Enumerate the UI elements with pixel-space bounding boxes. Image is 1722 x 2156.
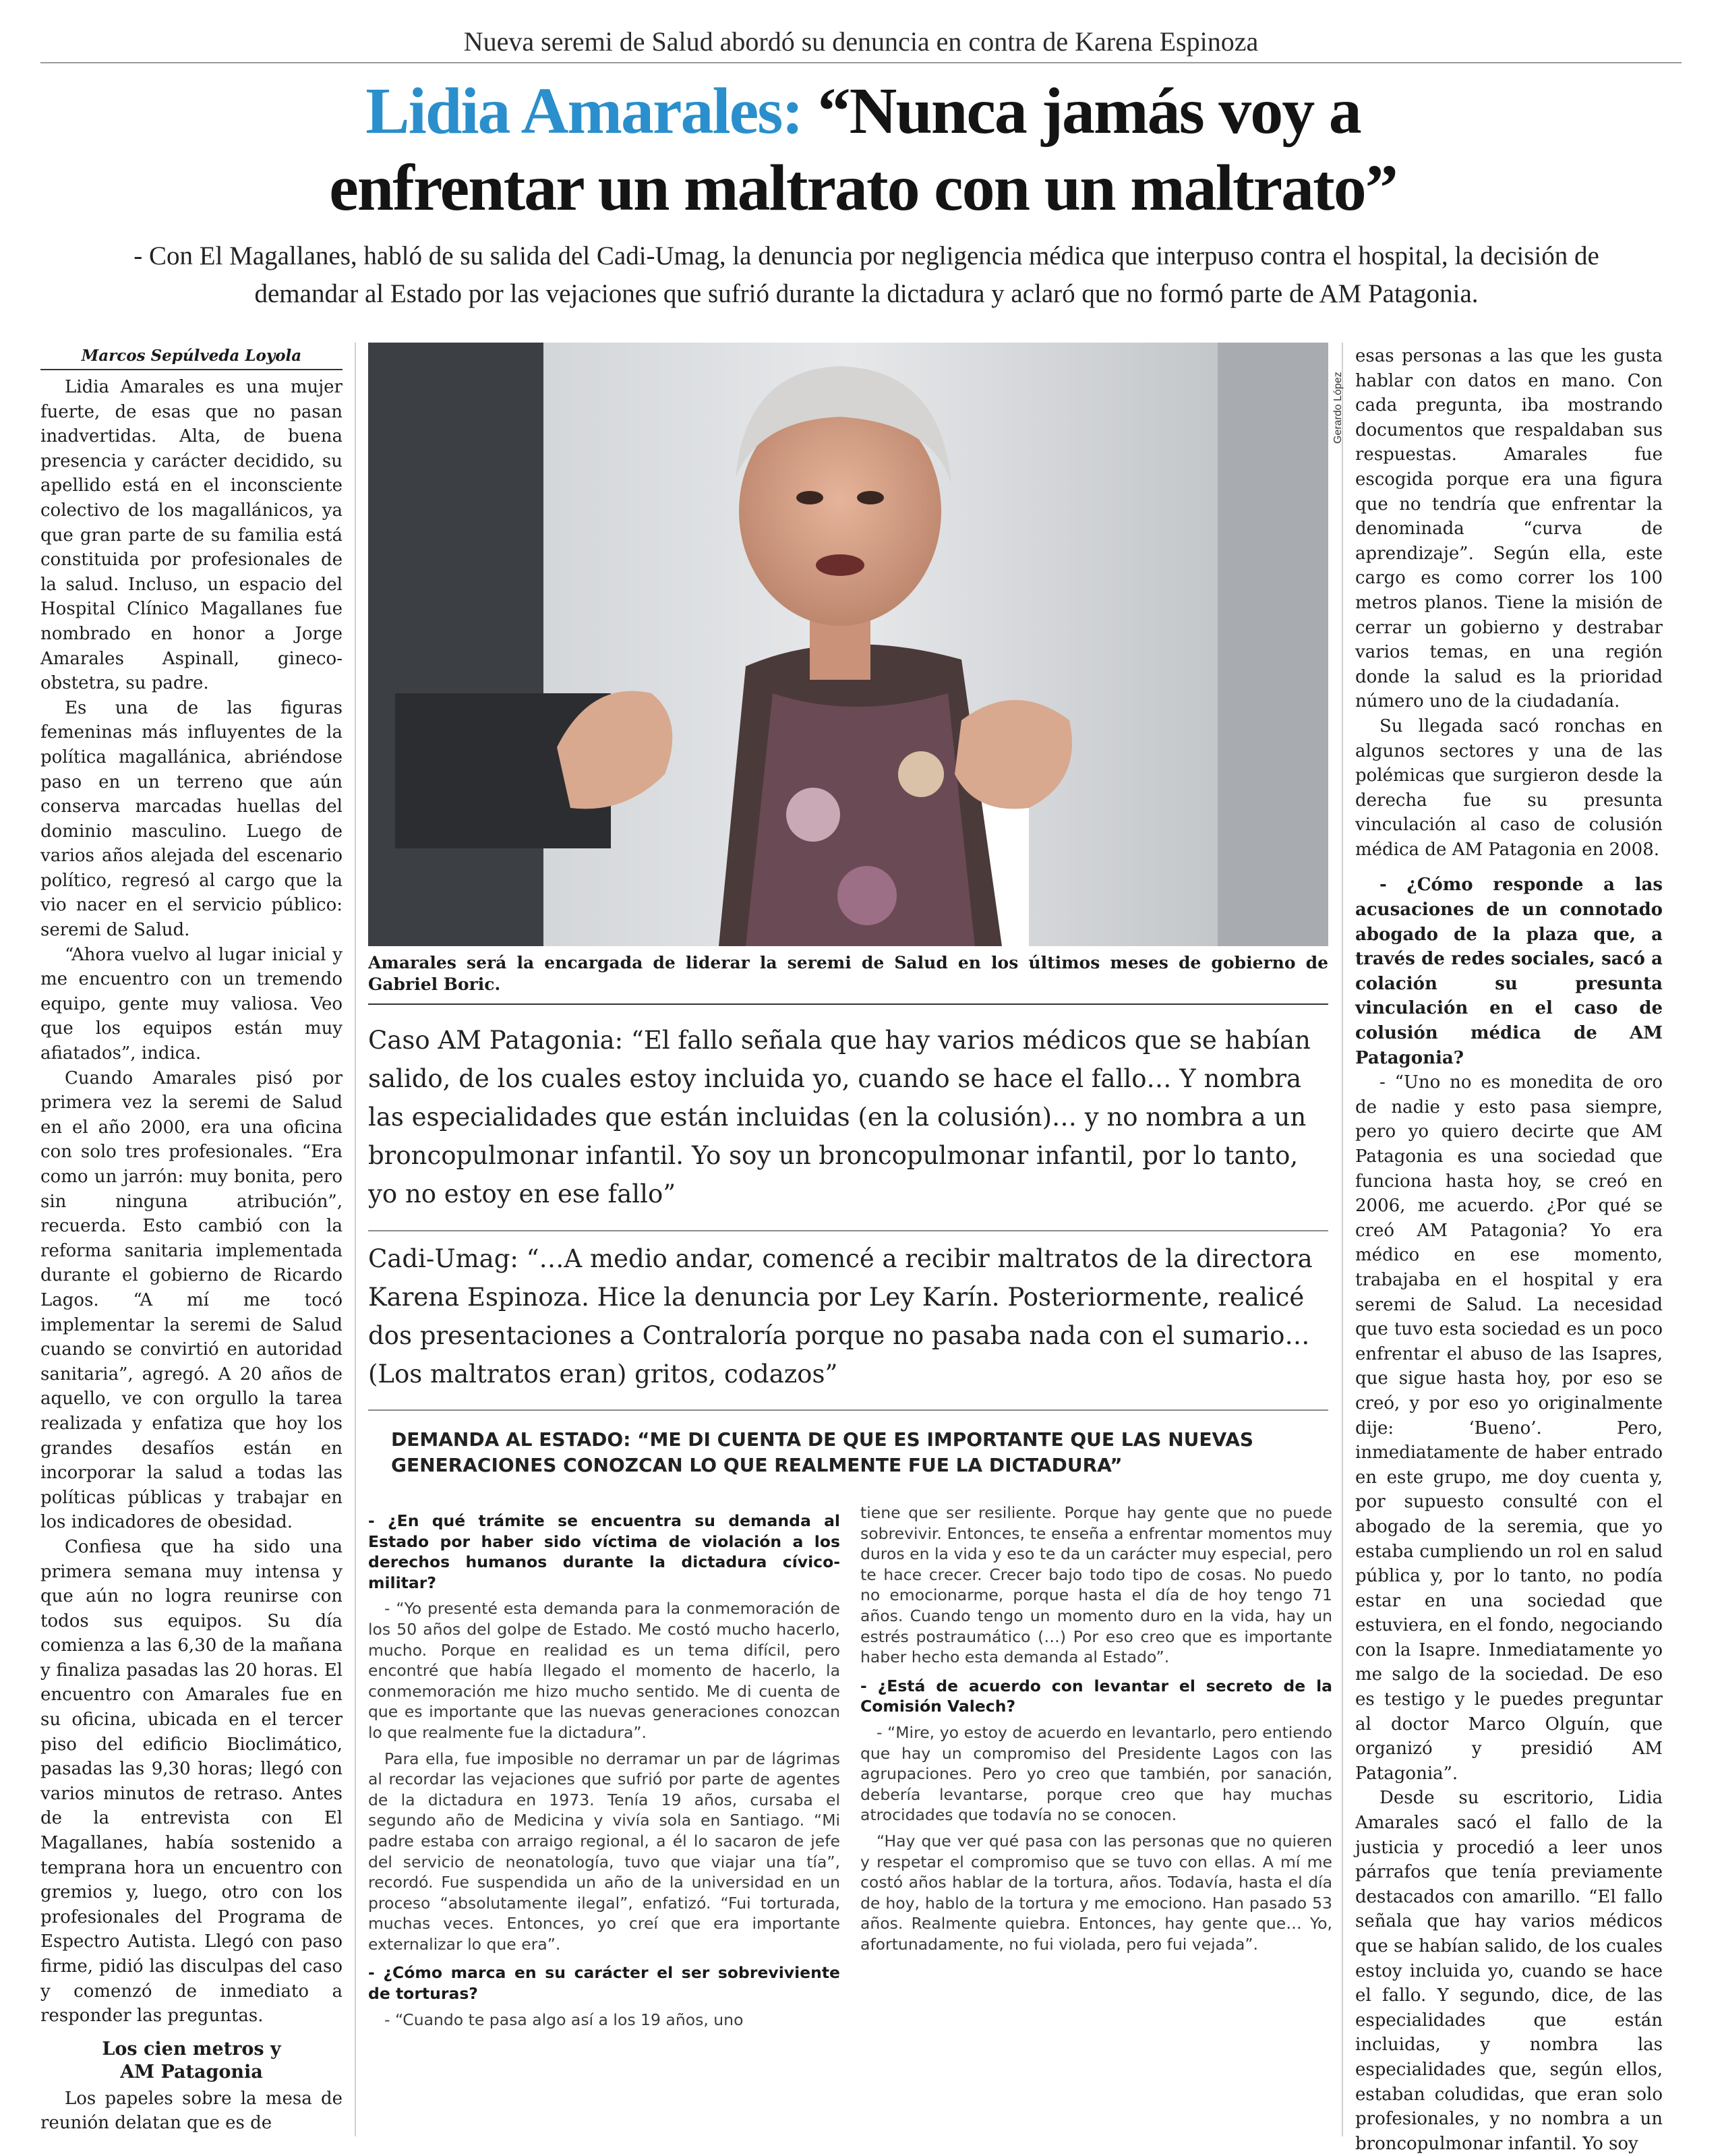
paragraph: “Hay que ver qué pasa con las personas que no quieren y respetar el compromiso que se tuvo con ellas. A mí me costó años hablar de la tortura, años. Todavía, hasta el día de hoy, hablo de la tortura y me emociono. Han pasado 53 años. Realmente quiebra. Entonces, hay gente que… Yo, afortunadamente, no fui violada, pero fui vejada”.	[860, 1831, 1332, 1954]
interview-question: - ¿En qué trámite se encuentra su demanda al Estado por haber sido víctima de violación a los derechos humanos durante la dictadura cívico-militar?	[368, 1511, 840, 1592]
caption-rule	[368, 1003, 1328, 1005]
paragraph: Es una de las figuras femeninas más influyentes de la política magallánica, abriéndose paso en un terreno que aún conserva marcadas huellas del dominio masculino. Luego de varios años alejada del escenario político, regresó al cargo que la vio nacer en el servicio público: seremi de Salud.	[40, 697, 343, 941]
headline	[74, 73, 1652, 227]
headline-name: Lidia Amarales:	[365, 75, 803, 148]
byline: Marcos Sepúlveda Loyola	[40, 347, 343, 370]
column-divider	[1342, 343, 1343, 2136]
kicker: Nueva seremi de Salud abordó su denuncia en contra de Karena Espinoza	[463, 26, 1259, 57]
paragraph: “Ahora vuelvo al lugar inicial y me encuentro con un tremendo equipo, gente muy valiosa. Veo que los equipos están muy afiatados”, indica.	[40, 944, 343, 1064]
headline-quote-line1: “Nunca jamás voy a	[817, 75, 1361, 148]
paragraph: Cuando Amarales pisó por primera vez la seremi de Salud en el año 2000, era una oficina con solo tres profesionales. “Era como un jarrón: muy bonita, pero sin ninguna atribución”, recuerda. Esto cambió con la reforma sanitaria implementada durante el gobierno de Ricardo Lagos. “A mí me tocó implementar la seremi de Salud cuando se convirtió en autoridad sanitaria”, agregó. A 20 años de aquello, ve con orgullo la tarea realizada y enfatiza que hoy los grandes desafíos están en incorporar la salud a todas las políticas públicas y trabajar en los indicadores de obesidad.	[40, 1068, 343, 1533]
paragraph: Desde su escritorio, Lidia Amarales sacó el fallo de la justicia y procedió a leer unos párrafos que tenía previamente destacados con amarillo. “El fallo señala que hay varios médicos que se habían salido, de los cuales estoy incluida yo, cuando se hace el fallo. Y segundo, dice, de las especialidades que están incluidas, y nombra las especialidades que, según ellos, estaban coludidas, que eran solo profesionales, y no nombra a un broncopulmonar infantil. Yo soy	[1355, 1788, 1663, 2154]
interview-answer: - “Uno no es monedita de oro de nadie y esto pasa siempre, pero yo quiero decirte que AM Patagonia es una sociedad que funciona hasta hoy, se creó en 2006, me acuerdo. ¿Por qué se creó AM Patagonia? Yo era médico en ese momento, trabajaba en el hospital y era seremi de Salud. La necesidad que tuvo esta sociedad es un poco enfrentar el abuso de las Isapres, que sigue hasta hoy, por eso se creó, y por eso yo originalmente dije: ‘Bueno’. Pero, inmediatamente de haber entrado en este grupo, me doy cuenta y, por supuesto consulté con el abogado de la seremia, que yo estaba cumpliendo un rol en salud pública y, por lo tanto, no podía estar en una sociedad que estuviera, en el fondo, negociando con la Isapre. Inmediatamente yo me salgo de la sociedad. De eso es testigo y le puedes preguntar al doctor Marco Olguín, que organizó y presidió AM Patagonia”.	[1355, 1072, 1663, 1784]
top-rule	[40, 62, 1682, 63]
paragraph: tiene que ser resiliente. Porque hay gente que no puede sobrevivir. Entonces, te enseña a enfrentar momentos muy duros en la vida y eso te da un carácter muy especial, pero te hace crecer. Crecer bajo todo tipo de cosas. No puedo no emocionarme, porque hasta el día de hoy tengo 71 años. Cuando tengo un momento duro en la vida, hay un estrés postraumático (…) Por eso creo que es importante haber hecho esta demanda al Estado”.	[860, 1503, 1332, 1667]
pull-quote-rule	[368, 1409, 1328, 1411]
paragraph: Para ella, fue imposible no derramar un par de lágrimas al recordar las vejaciones que sufrió por parte de agentes de la dictadura en 1973. Tenía 19 años, cursaba el segundo año de Medicina y vivía sola en Santiago. “Mi padre estaba con arraigo regional, a él lo sacaron de jefe del servicio de neonatología, tuvo que viajar una tía”, recordó. Fue suspendida un año de la universidad en un proceso “absolutamente ilegal”, enfatizó. “Fui torturada, muchas veces. Entonces, yo creí que era importante externalizar lo que era”.	[368, 1749, 840, 1954]
headline-quote-line2: enfrentar un maltrato con un maltrato”	[329, 152, 1397, 225]
interview-answer: - “Yo presenté esta demanda para la conmemoración de los 50 años del golpe de Estado. Me costó mucho hacerlo, mucho. Porque en realidad es un tema difícil, pero encontré que había llegado el momento de hacerlo, la conmemoración me hizo mucho sentido. Me di cuenta de que es importante que las nuevas generaciones conozcan lo que realmente fue la dictadura”.	[368, 1599, 840, 1742]
box-column-1	[368, 1503, 840, 2035]
portrait-illustration	[368, 343, 1328, 946]
section-heading	[40, 2038, 343, 2084]
paragraph: esas personas a las que les gusta hablar con datos en mano. Con cada pregunta, iba mostrando documentos que respaldaban sus respuestas. Amarales fue escogida porque era una figura que no tendría que enfrentar la denominada “curva de aprendizaje”. Según ella, este cargo es como correr los 100 metros planos. Tiene la misión de cerrar un gobierno y destrabar varios temas, en una región donde la salud es la prioridad número uno de la ciudadanía.	[1355, 346, 1663, 712]
interview-question: - ¿Cómo responde a las acusaciones de un connotado abogado de la plaza que, a través de redes sociales, sacó a colación su presunta vinculación en el caso de colusión médica de AM Patagonia?	[1355, 875, 1663, 1068]
left-column	[40, 375, 343, 2136]
interview-answer: - “Mire, yo estoy de acuerdo en levantarlo, pero entiendo que hay un compromiso del Presidente Lagos con las agrupaciones. Pero yo creo que también, por sanación, debería levantarse, porque creo que hay muchas atrocidades que todavía no se conocen.	[860, 1722, 1332, 1825]
column-divider	[355, 343, 356, 2136]
photo-caption: Amarales será la encargada de liderar la seremi de Salud en los últimos meses de gobierno de Gabriel Boric.	[368, 953, 1328, 994]
box-column-2	[860, 1503, 1332, 1960]
section-heading-line1: Los cien metros y	[102, 2038, 281, 2060]
right-column	[1355, 344, 1663, 2156]
box-title: DEMANDA AL ESTADO: “ME DI CUENTA DE QUE ES IMPORTANTE QUE LAS NUEVAS GENERACIONES CONOZCAN LO QUE REALMENTE FUE LA DICTADURA”	[391, 1428, 1254, 1476]
pull-quote-cadi-umag: Cadi-Umag: “…A medio andar, comencé a recibir maltratos de la directora Karena Espinoza. Hice la denuncia por Ley Karín. Posteriormente, realicé dos presentaciones a Contraloría porque no pasaba nada con el sumario… (Los maltratos eran) gritos, codazos”	[368, 1244, 1313, 1389]
interview-answer: - “Cuando te pasa algo así a los 19 años, uno	[384, 2010, 744, 2029]
pull-quote-am-patagonia: Caso AM Patagonia: “El fallo señala que hay varios médicos que se habían salido, de los cuales estoy incluida yo, cuando se hace el fallo… Y nombra las especialidades que están incluidas (en la colusión)… y no nombra a un broncopulmonar infantil. Yo soy un broncopulmonar infantil, por lo tanto, yo no estoy en ese fallo”	[368, 1026, 1311, 1208]
section-heading-line2: AM Patagonia	[120, 2061, 263, 2082]
interview-question: - ¿Cómo marca en su carácter el ser sobreviviente de torturas?	[368, 1963, 840, 2004]
paragraph: Confiesa que ha sido una primera semana muy intensa y que aún no logra reunirse con todos sus equipos. Su día comienza a las 6,30 de la mañana y finaliza pasadas las 20 horas. El encuentro con Amarales fue en su oficina, ubicada en el tercer piso del edificio Bioclimático, pasadas las 9,30 horas; llegó con varios minutos de retraso. Antes de la entrevista con El Magallanes, había sostenido a temprana hora un encuentro con gremios y, luego, otro con los profesionales del Programa de Espectro Autista. Llegó con paso firme, pidió las disculpas del caso y comenzó de inmediato a responder las preguntas.	[40, 1536, 343, 2027]
paragraph: Los papeles sobre la mesa de reunión delatan que es de	[40, 2088, 343, 2134]
pull-quote-rule	[368, 1230, 1328, 1231]
paragraph: Su llegada sacó ronchas en algunos sectores y una de las polémicas que surgieron desde la derecha fue su presunta vinculación al caso de colusión médica de AM Patagonia en 2008.	[1355, 716, 1663, 860]
photo-credit: Gerardo López	[1332, 372, 1344, 444]
subhead: - Con El Magallanes, habló de su salida del Cadi-Umag, la denuncia por negligencia médica que interpuso contra el hospital, la decisión de demandar al Estado por las vejaciones que sufrió durante la dictadura y aclaró que no formó parte de AM Patagonia.	[133, 241, 1599, 308]
interview-question: - ¿Está de acuerdo con levantar el secreto de la Comisión Valech?	[860, 1676, 1332, 1716]
paragraph: Lidia Amarales es una mujer fuerte, de esas que no pasan inadvertidas. Alta, de buena presencia y carácter decidido, su apellido está en el inconsciente colectivo de los magallánicos, ya que gran parte de su familia está constituida por profesionales de la salud. Incluso, un espacio del Hospital Clínico Magallanes fue nombrado en honor a Jorge Amarales Aspinall, gineco-obstetra, su padre.	[40, 377, 343, 694]
portrait-photo	[368, 343, 1328, 946]
